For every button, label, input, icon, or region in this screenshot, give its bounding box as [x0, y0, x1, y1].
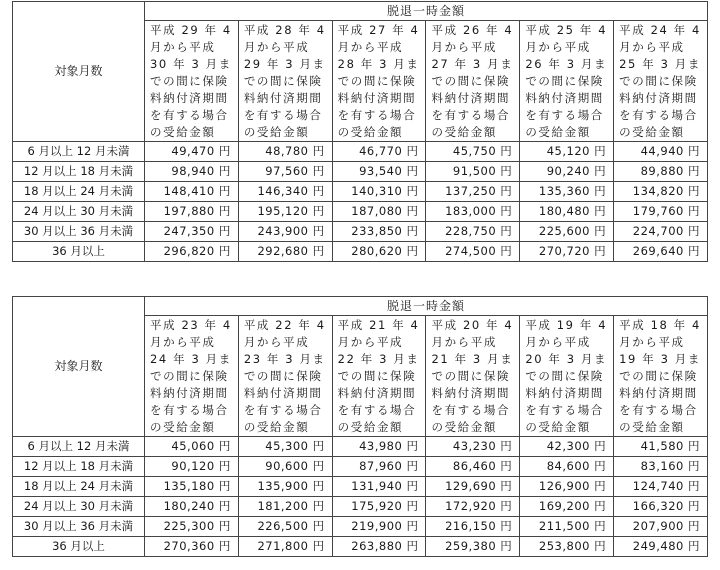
period-header: 平成 20 年 4 月から平成 21 年 3 月までの間に保険料納付済期間を有する場合の受給金額 — [426, 316, 520, 437]
lump-sum-table-recent — [12, 1, 708, 262]
amount-cell: 91,500 円 — [426, 162, 520, 182]
amount-cell: 269,640 円 — [614, 242, 708, 262]
amount-cell: 90,600 円 — [238, 457, 332, 477]
row-label: 36 月以上 — [13, 537, 145, 557]
amount-cell: 280,620 円 — [332, 242, 426, 262]
period-header: 平成 29 年 4 月から平成 30 年 3 月までの間に保険料納付済期間を有する場合の受給金額 — [145, 21, 239, 142]
amount-cell: 89,880 円 — [614, 162, 708, 182]
row-label: 6 月以上 12 月未満 — [13, 142, 145, 162]
table-row — [13, 202, 708, 222]
amount-cell: 228,750 円 — [426, 222, 520, 242]
amount-cell: 253,800 円 — [520, 537, 614, 557]
amount-cell: 296,820 円 — [145, 242, 239, 262]
amount-cell: 90,120 円 — [145, 457, 239, 477]
amount-cell: 183,000 円 — [426, 202, 520, 222]
amount-cell: 263,880 円 — [332, 537, 426, 557]
row-label: 24 月以上 30 月未満 — [13, 497, 145, 517]
table-row — [13, 437, 708, 457]
amount-cell: 181,200 円 — [238, 497, 332, 517]
amount-cell: 259,380 円 — [426, 537, 520, 557]
amount-cell: 175,920 円 — [332, 497, 426, 517]
amount-cell: 43,230 円 — [426, 437, 520, 457]
amount-cell: 226,500 円 — [238, 517, 332, 537]
amount-cell: 97,560 円 — [238, 162, 332, 182]
table-row — [13, 162, 708, 182]
amount-cell: 98,940 円 — [145, 162, 239, 182]
amount-cell: 46,770 円 — [332, 142, 426, 162]
amount-cell: 41,580 円 — [614, 437, 708, 457]
amount-cell: 49,470 円 — [145, 142, 239, 162]
amount-cell: 126,900 円 — [520, 477, 614, 497]
amount-cell: 179,760 円 — [614, 202, 708, 222]
row-label: 30 月以上 36 月未満 — [13, 222, 145, 242]
amount-cell: 197,880 円 — [145, 202, 239, 222]
period-header: 平成 24 年 4 月から平成 25 年 3 月までの間に保険料納付済期間を有する場合の受給金額 — [614, 21, 708, 142]
period-header: 平成 27 年 4 月から平成 28 年 3 月までの間に保険料納付済期間を有する場合の受給金額 — [332, 21, 426, 142]
row-label: 30 月以上 36 月未満 — [13, 517, 145, 537]
table-row — [13, 222, 708, 242]
amount-cell: 219,900 円 — [332, 517, 426, 537]
amount-cell: 87,960 円 — [332, 457, 426, 477]
amount-cell: 270,720 円 — [520, 242, 614, 262]
amount-cell: 84,600 円 — [520, 457, 614, 477]
amount-cell: 42,300 円 — [520, 437, 614, 457]
amount-cell: 233,850 円 — [332, 222, 426, 242]
table-header-row — [13, 297, 708, 316]
amount-cell: 249,480 円 — [614, 537, 708, 557]
amount-cell: 45,750 円 — [426, 142, 520, 162]
amount-cell: 172,920 円 — [426, 497, 520, 517]
row-header-label: 対象月数 — [13, 297, 145, 437]
amount-cell: 43,980 円 — [332, 437, 426, 457]
table-row — [13, 517, 708, 537]
row-header-label: 対象月数 — [13, 2, 145, 142]
amount-cell: 135,360 円 — [520, 182, 614, 202]
period-header: 平成 23 年 4 月から平成 24 年 3 月までの間に保険料納付済期間を有する場合の受給金額 — [145, 316, 239, 437]
lump-sum-table-earlier — [12, 296, 708, 557]
row-label: 12 月以上 18 月未満 — [13, 162, 145, 182]
amount-cell: 124,740 円 — [614, 477, 708, 497]
group-header: 脱退一時金額 — [145, 297, 708, 316]
amount-cell: 146,340 円 — [238, 182, 332, 202]
table-row — [13, 142, 708, 162]
amount-cell: 134,820 円 — [614, 182, 708, 202]
period-header: 平成 28 年 4 月から平成 29 年 3 月までの間に保険料納付済期間を有する場合の受給金額 — [238, 21, 332, 142]
amount-cell: 45,060 円 — [145, 437, 239, 457]
amount-cell: 180,480 円 — [520, 202, 614, 222]
period-header: 平成 21 年 4 月から平成 22 年 3 月までの間に保険料納付済期間を有する場合の受給金額 — [332, 316, 426, 437]
row-label: 6 月以上 12 月未満 — [13, 437, 145, 457]
period-header: 平成 26 年 4 月から平成 27 年 3 月までの間に保険料納付済期間を有する場合の受給金額 — [426, 21, 520, 142]
table-row — [13, 497, 708, 517]
amount-cell: 207,900 円 — [614, 517, 708, 537]
amount-cell: 225,300 円 — [145, 517, 239, 537]
table-header-row — [13, 2, 708, 21]
amount-cell: 225,600 円 — [520, 222, 614, 242]
amount-cell: 211,500 円 — [520, 517, 614, 537]
row-label: 24 月以上 30 月未満 — [13, 202, 145, 222]
table-row — [13, 457, 708, 477]
row-label: 12 月以上 18 月未満 — [13, 457, 145, 477]
table-row — [13, 537, 708, 557]
amount-cell: 90,240 円 — [520, 162, 614, 182]
row-label: 36 月以上 — [13, 242, 145, 262]
amount-cell: 129,690 円 — [426, 477, 520, 497]
amount-cell: 180,240 円 — [145, 497, 239, 517]
amount-cell: 270,360 円 — [145, 537, 239, 557]
period-header: 平成 19 年 4 月から平成 20 年 3 月までの間に保険料納付済期間を有する場合の受給金額 — [520, 316, 614, 437]
amount-cell: 86,460 円 — [426, 457, 520, 477]
amount-cell: 195,120 円 — [238, 202, 332, 222]
amount-cell: 44,940 円 — [614, 142, 708, 162]
period-header: 平成 22 年 4 月から平成 23 年 3 月までの間に保険料納付済期間を有する場合の受給金額 — [238, 316, 332, 437]
amount-cell: 148,410 円 — [145, 182, 239, 202]
table-row — [13, 242, 708, 262]
amount-cell: 243,900 円 — [238, 222, 332, 242]
amount-cell: 135,900 円 — [238, 477, 332, 497]
amount-cell: 247,350 円 — [145, 222, 239, 242]
amount-cell: 135,180 円 — [145, 477, 239, 497]
amount-cell: 83,160 円 — [614, 457, 708, 477]
table-row — [13, 477, 708, 497]
period-header: 平成 25 年 4 月から平成 26 年 3 月までの間に保険料納付済期間を有する場合の受給金額 — [520, 21, 614, 142]
amount-cell: 224,700 円 — [614, 222, 708, 242]
amount-cell: 274,500 円 — [426, 242, 520, 262]
amount-cell: 187,080 円 — [332, 202, 426, 222]
group-header: 脱退一時金額 — [145, 2, 708, 21]
amount-cell: 166,320 円 — [614, 497, 708, 517]
table-row — [13, 182, 708, 202]
row-label: 18 月以上 24 月未満 — [13, 182, 145, 202]
amount-cell: 93,540 円 — [332, 162, 426, 182]
amount-cell: 140,310 円 — [332, 182, 426, 202]
amount-cell: 271,800 円 — [238, 537, 332, 557]
row-label: 18 月以上 24 月未満 — [13, 477, 145, 497]
period-header: 平成 18 年 4 月から平成 19 年 3 月までの間に保険料納付済期間を有する場合の受給金額 — [614, 316, 708, 437]
amount-cell: 45,120 円 — [520, 142, 614, 162]
amount-cell: 216,150 円 — [426, 517, 520, 537]
amount-cell: 292,680 円 — [238, 242, 332, 262]
amount-cell: 131,940 円 — [332, 477, 426, 497]
amount-cell: 48,780 円 — [238, 142, 332, 162]
amount-cell: 137,250 円 — [426, 182, 520, 202]
amount-cell: 169,200 円 — [520, 497, 614, 517]
amount-cell: 45,300 円 — [238, 437, 332, 457]
